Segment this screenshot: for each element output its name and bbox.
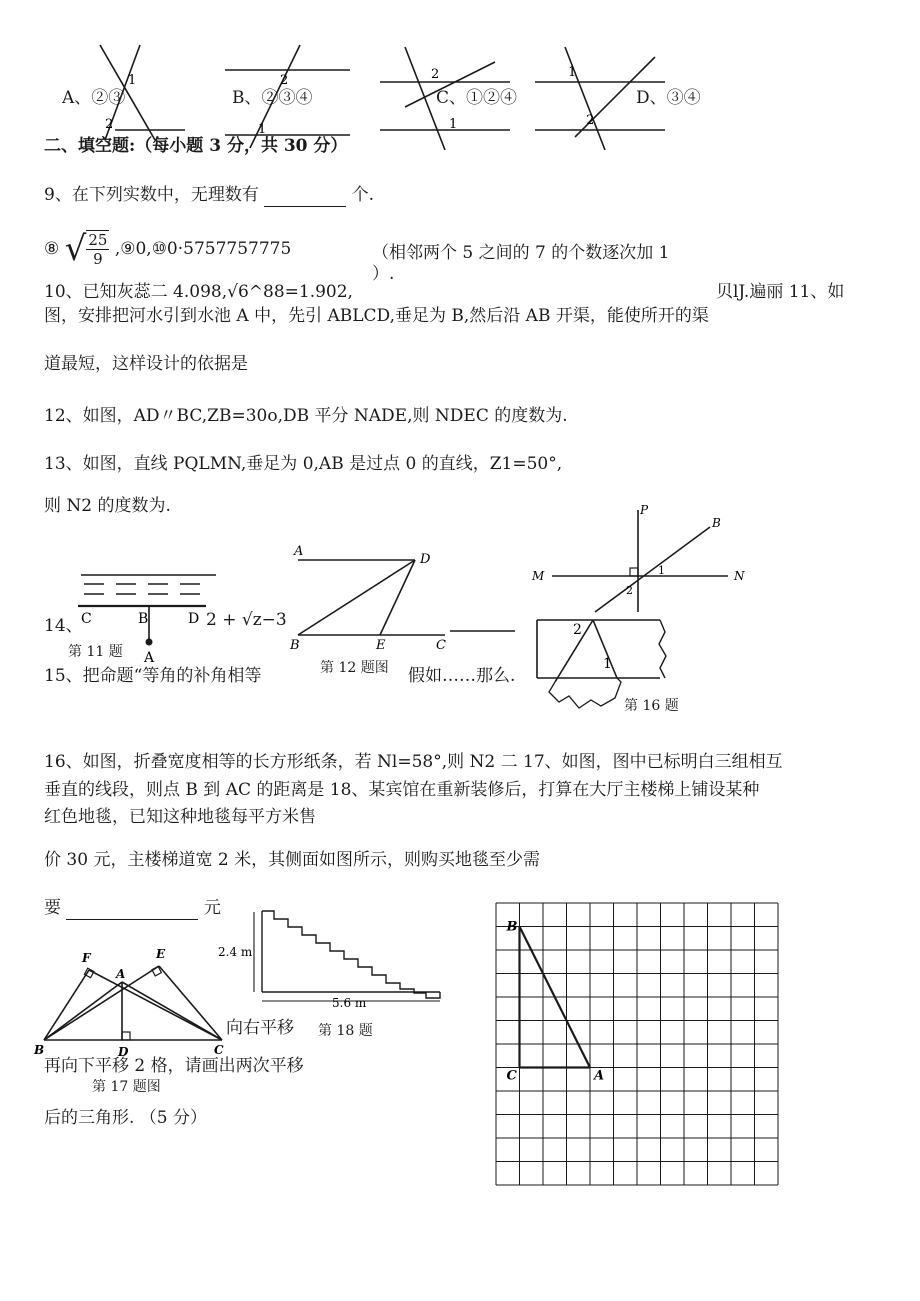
sqrt-sign: √ (64, 229, 87, 269)
label-b: B (290, 638, 300, 653)
staircase-profile (262, 911, 440, 998)
label-a: A (294, 544, 304, 559)
option-c-label: C、①②④ (436, 88, 518, 108)
figure-17-caption: 第 17 题图 (92, 1079, 161, 1095)
q15-blank-line (450, 628, 520, 634)
q9-note-line2: ）. (372, 264, 395, 284)
q18-answer-blank[interactable] (66, 901, 198, 920)
q9-suffix: 个. (351, 185, 375, 205)
q9-note-line1: （相邻两个 5 之间的 7 的个数逐次加 1 (372, 243, 670, 263)
option-d-label: D、③④ (636, 88, 701, 108)
figure-17 (34, 940, 234, 1065)
q15-prefix: 15、把命题“等角的补角相等 (44, 666, 262, 686)
q15-middle: 假如……那么. (408, 666, 516, 686)
grid-figure (490, 895, 790, 1190)
figure-12 (290, 545, 455, 655)
label-b: B (138, 611, 149, 627)
torn-edge (659, 620, 666, 678)
label-d: D (420, 552, 431, 567)
q16-line2: 垂直的线段，则点 B 到 AC 的距离是 18、某宾馆在重新装修后，打算在大厅主楼梯上铺设某种 (44, 780, 760, 800)
fraction-denominator: 9 (93, 250, 103, 268)
angle-label-1: 1 (128, 73, 137, 88)
label-b: B (34, 1043, 45, 1057)
q11-line3: 道最短，这样设计的依据是 (44, 354, 248, 374)
angle-1: 1 (658, 564, 665, 577)
right-angle-mark (630, 568, 638, 576)
angle-2: 2 (626, 584, 633, 597)
angle-label-1: 1 (258, 122, 267, 137)
line-ce-extended (159, 966, 222, 1040)
q9-items (44, 230, 291, 268)
figure-13 (530, 502, 755, 617)
q19-after: 后的三角形. （5 分） (44, 1108, 208, 1128)
right-angle-d (122, 1032, 130, 1040)
q11-line2: 图，安排把河水引到水池 A 中，先引 ABLCD,垂足为 B,然后沿 AB 开渠，能使所开的渠 (44, 306, 709, 326)
line-bf-extended (44, 970, 89, 1040)
figure-16-caption: 第 16 题 (624, 698, 679, 714)
q18-unit: 元 (203, 898, 221, 918)
angle-label-1: 1 (449, 117, 458, 132)
angle-label-2: 2 (431, 67, 440, 82)
q19-again: 再向下平移 2 格，请画出两次平移 (44, 1056, 304, 1076)
q16-line3: 红色地毯，已知这种地毯每平方米售 (44, 807, 316, 827)
angle-label-2: 2 (105, 117, 114, 132)
angle-label-2: 2 (586, 113, 595, 128)
label-m: M (532, 569, 545, 583)
label-c: C (436, 638, 446, 653)
q10-right-text: 贝lJ.遍丽 11、如 (716, 282, 845, 302)
q14-prefix: 14、 (44, 616, 83, 636)
label-e: E (376, 638, 386, 653)
q12-text: 12、如图，AD〃BC,ZB=30o,DB 平分 NADE,则 NDEC 的度数为. (44, 406, 568, 426)
q10-text: 10、已知灰蕊二 4.098,√6^88=1.902, (44, 282, 353, 302)
angle-2: 2 (573, 622, 582, 638)
width-label: 5.6 m (332, 996, 367, 1010)
figure-18 (214, 906, 449, 1016)
label-c: C (214, 1043, 224, 1057)
torn-bottom (549, 678, 621, 708)
q18-line: 价 30 元，主楼梯道宽 2 米，其侧面如图所示，则购买地毯至少需 (44, 850, 541, 870)
fraction-numerator: 25 (88, 231, 108, 249)
label-d: D (118, 1045, 129, 1059)
label-b: B (506, 919, 518, 935)
height-label: 2.4 m (218, 945, 253, 959)
q9-text: 9、在下列实数中，无理数有 (44, 185, 259, 205)
q19-right-shift: 向右平移 (226, 1018, 294, 1038)
q9-answer-blank[interactable] (264, 188, 346, 207)
section-title: 二、填空题:（每小题 3 分，共 30 分） (44, 136, 348, 156)
label-e: E (156, 947, 166, 961)
pool-point-a (146, 639, 153, 646)
line-ba (44, 982, 122, 1040)
label-a: A (594, 1068, 605, 1084)
label-a: A (144, 650, 155, 666)
line-ab (595, 527, 710, 612)
angle-label-1: 1 (568, 65, 577, 80)
q13-line1: 13、如图，直线 PQLMN,垂足为 0,AB 是过点 0 的直线，Z1=50°, (44, 454, 563, 474)
label-c: C (506, 1068, 517, 1084)
label-c: C (81, 611, 92, 627)
label-p: P (640, 503, 649, 517)
q16-line1: 16、如图，折叠宽度相等的长方形纸条，若 Nl=58°,则 N2 二 17、如图，图中已标明白三组相互 (44, 752, 783, 772)
fig-line (565, 47, 605, 150)
q18-need-text: 要 (44, 898, 61, 918)
figure-12-caption: 第 12 题图 (320, 660, 389, 676)
label-b: B (712, 516, 721, 530)
label-d: D (188, 611, 200, 627)
label-a: A (116, 967, 126, 981)
angle-label-2: 2 (280, 73, 289, 88)
q18-need (44, 896, 221, 920)
q9-items-rest: ,⑨0,⑩0·5757757775 (114, 239, 292, 259)
label-n: N (734, 569, 745, 583)
question-9 (44, 183, 374, 207)
q14-expression: 2 + √z−3 (206, 610, 287, 630)
q9-item8: ⑧ (44, 239, 60, 259)
option-a-label: A、②③ (62, 88, 126, 108)
angle-1: 1 (603, 656, 612, 672)
figure-11-caption: 第 11 题 (68, 644, 123, 660)
q13-line2: 则 N2 的度数为. (44, 496, 171, 516)
fraction (86, 230, 109, 268)
option-b-label: B、②③④ (232, 88, 313, 108)
figure-18-caption: 第 18 题 (318, 1023, 373, 1039)
line-fc (89, 970, 222, 1040)
label-f: F (82, 951, 91, 965)
